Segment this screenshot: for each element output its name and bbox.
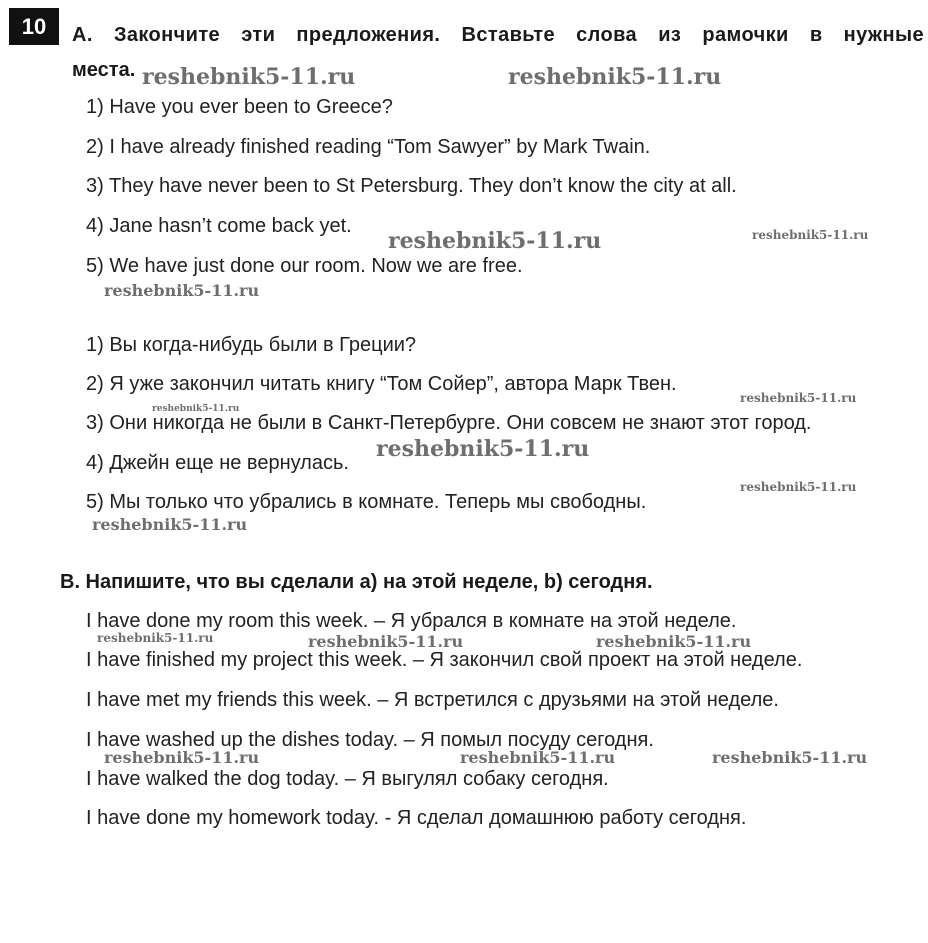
watermark: reshebnik5-11.ru <box>752 228 869 242</box>
watermark: reshebnik5-11.ru <box>740 391 857 405</box>
watermark: reshebnik5-11.ru <box>104 748 260 767</box>
part-b-sentence-6: I have done my homework today. - Я сделал домашнюю работу сегодня. <box>86 807 747 829</box>
russian-sentence-1: 1) Вы когда-нибудь были в Греции? <box>86 334 417 356</box>
english-sentence-1: 1) Have you ever been to Greece? <box>86 96 393 118</box>
watermark: reshebnik5-11.ru <box>92 515 248 534</box>
watermark: reshebnik5-11.ru <box>308 632 464 651</box>
english-sentence-3: 3) They have never been to St Petersburg. They don’t know the city at all. <box>86 175 737 197</box>
part-b-sentence-3: I have met my friends this week. – Я встретился с друзьями на этой неделе. <box>86 689 779 711</box>
part-a-heading-continuation: места. <box>72 59 136 81</box>
part-b-heading: B. Напишите, что вы сделали a) на этой неделе, b) сегодня. <box>60 571 653 593</box>
task-number-badge: 10 <box>9 8 59 45</box>
part-b-sentence-2: I have finished my project this week. – Я закончил свой проект на этой неделе. <box>86 649 803 671</box>
watermark: reshebnik5-11.ru <box>712 748 868 767</box>
watermark: reshebnik5-11.ru <box>142 64 356 90</box>
watermark: reshebnik5-11.ru <box>97 631 214 645</box>
russian-sentence-2: 2) Я уже закончил читать книгу “Том Сойер”, автора Марк Твен. <box>86 373 677 395</box>
watermark: reshebnik5-11.ru <box>388 228 602 254</box>
watermark: reshebnik5-11.ru <box>376 436 590 462</box>
english-sentence-4: 4) Jane hasn’t come back yet. <box>86 215 352 237</box>
watermark: reshebnik5-11.ru <box>740 480 857 494</box>
watermark: reshebnik5-11.ru <box>460 748 616 767</box>
part-b-sentence-5: I have walked the dog today. – Я выгулял собаку сегодня. <box>86 768 609 790</box>
english-sentence-2: 2) I have already finished reading “Tom Sawyer” by Mark Twain. <box>86 136 651 158</box>
part-b-sentence-1: I have done my room this week. – Я убрался в комнате на этой неделе. <box>86 610 737 632</box>
english-sentence-5: 5) We have just done our room. Now we are free. <box>86 255 523 277</box>
watermark: reshebnik5-11.ru <box>508 64 722 90</box>
watermark: reshebnik5-11.ru <box>596 632 752 651</box>
part-b-sentence-4: I have washed up the dishes today. – Я помыл посуду сегодня. <box>86 729 654 751</box>
part-a-heading: A. Закончите эти предложения. Вставьте слова из рамочки в нужные <box>72 24 924 46</box>
russian-sentence-3: 3) Они никогда не были в Санкт-Петербурге. Они совсем не знают этот город. <box>86 412 812 434</box>
watermark: reshebnik5-11.ru <box>152 404 240 414</box>
russian-sentence-5: 5) Мы только что убрались в комнате. Теперь мы свободны. <box>86 491 647 513</box>
russian-sentence-4: 4) Джейн еще не вернулась. <box>86 452 349 474</box>
watermark: reshebnik5-11.ru <box>104 281 260 300</box>
